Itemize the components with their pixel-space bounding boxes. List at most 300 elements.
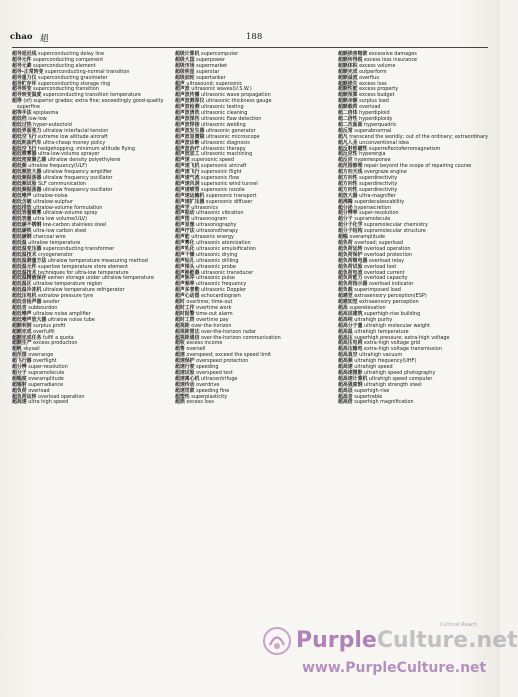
entry-translation: overtime pay [194, 316, 229, 323]
entry-translation: superelevation [347, 304, 386, 311]
entry-headword: 超损 [175, 399, 185, 406]
entry-translation: supersonic nozzle [199, 186, 245, 193]
entry-headword: 超二倍体 [338, 110, 358, 117]
watermark-url: www.PurpleCulture.net [302, 660, 487, 676]
entry-headword: 超低容量 [12, 216, 32, 223]
entry-headword: 超速 [175, 352, 185, 359]
entry-translation: overspeed protection [194, 358, 249, 365]
entry-headword: 超声图 [175, 216, 190, 223]
entry-headword: 超速离心机 [175, 375, 200, 382]
entry-headword: 超额性能 [338, 86, 358, 93]
entry-translation: speeding fine [194, 387, 230, 394]
entry-translation: ultralow frequency(ULF) [26, 163, 87, 170]
entry-headword: 超飞行器 [12, 358, 32, 365]
entry-translation: extra-high voltage transmission [362, 346, 442, 353]
entry-translation: low-carbon stainless steel [41, 222, 107, 229]
entry-headword: 超导-正常转变 [12, 68, 44, 75]
entry-headword: 超方向天线 [338, 169, 363, 176]
entry-headword: 超低档 [12, 115, 27, 122]
entry-translation: overflight [31, 358, 57, 365]
entry-translation: ultrasonic drilling [194, 257, 239, 264]
entry-headword: 超低频 [12, 163, 27, 170]
entry-translation: hypersecretion [352, 204, 391, 211]
entry-headword: 超高纯 [338, 316, 353, 323]
entry-translation: ultralow-volume spray [41, 210, 98, 217]
entry-headword: 超低含硫 [12, 198, 32, 205]
entry-headword: 超声波加工 [175, 151, 200, 158]
entry-translation: skysail [21, 346, 40, 353]
entry-translation: excess property [357, 86, 399, 93]
entry-translation: ultrahigh speed [352, 364, 393, 371]
entry-headword: 超声振动 [175, 210, 195, 217]
entry-translation: overload operation [362, 245, 411, 252]
entry-headword: 超低温变压器 [12, 245, 42, 252]
entry-headword: 超声波发生器 [175, 127, 205, 134]
entry-headword: 超分子 [338, 216, 353, 223]
entry-headword: 超高音 [338, 393, 353, 400]
entry-headword: 超低音 [12, 304, 27, 311]
column-left [12, 52, 164, 662]
entry-translation: excess production [31, 340, 78, 347]
entry-translation: low-low [26, 115, 47, 122]
entry-translation: ultrasonic testing [199, 104, 244, 111]
entry-headword: 超声显像 [175, 222, 195, 229]
running-headword: chao [10, 32, 33, 42]
entry-translation: overload capacity [362, 275, 408, 282]
entry-headword: 超声换能器 [175, 269, 200, 276]
entry-translation: excess loss insurance [362, 56, 418, 63]
entry-translation: techniques for ultra-low temperature [36, 269, 129, 276]
entry-headword: 超声波治疗 [175, 145, 200, 152]
header-rule [12, 47, 488, 48]
entry-headword: 超负荷 [12, 387, 27, 394]
entry-translation: over-the-horizon [189, 322, 232, 329]
entry-headword: 超额载荷 [338, 104, 358, 111]
entry-headword: 超负荷运转 [12, 393, 37, 400]
entry-headword: 超塑性 [175, 393, 190, 400]
entry-translation: supramolecular chemistry [362, 222, 428, 229]
entry-headword: 超感觉 [338, 293, 353, 300]
entry-headword: 超声速运输机 [175, 192, 205, 199]
entry-translation: extra-high voltage grid [362, 340, 421, 347]
entry-headword: 超高 [338, 304, 348, 311]
entry-headword: 超声波清洗 [175, 110, 200, 117]
entry-translation: extrasensory perception(ESP) [352, 293, 427, 300]
entry-translation: epiplasma [31, 110, 59, 117]
entry-translation: overflux [357, 74, 380, 81]
entry-headword: 超负荷电流 [338, 269, 363, 276]
entry-headword: 超分辨率 [338, 210, 358, 217]
entry-headword: 超放大器 [338, 192, 358, 199]
entry-headword: 超声速气流 [175, 175, 200, 182]
entry-headword: 超声波显微镜 [175, 133, 205, 140]
entry-headword: 超反射铁磁性 [338, 145, 368, 152]
entry-translation: extrasensory perception [357, 299, 419, 306]
entry-translation: superdirectivity [357, 175, 398, 182]
entry-headword: 超帆 [12, 346, 22, 353]
entry-headword: 超低密度聚乙烯 [12, 157, 47, 164]
entry-headword: 超低排放 [12, 204, 32, 211]
entry-translation: superlow temperature store element [36, 263, 129, 270]
entry-translation: hyperresponse [352, 157, 391, 164]
entry-translation: ultrasonic generator [204, 127, 256, 134]
entry-translation: superconducting gravimeter [36, 74, 108, 81]
entry-headword: 超二倍性 [338, 115, 358, 122]
entry-translation: ultra low volume(ULV) [31, 216, 88, 223]
entry-translation: superplasticity [189, 393, 228, 400]
entry-headword: 超声心动图 [175, 293, 200, 300]
entry-translation: ultrasonic Doppler [199, 287, 246, 294]
entry-headword: 超导重力仪 [12, 74, 37, 81]
entry-translation: overload operation [36, 393, 85, 400]
entry-headword: 超低频振荡器 [12, 175, 42, 182]
entry-headword: 超低温测量方法 [12, 257, 47, 264]
entry-headword: 超速试验 [175, 369, 195, 376]
entry-translation: supersonic speed [189, 157, 235, 164]
entry-headword: 超低噪声放大器 [12, 316, 47, 323]
entry-translation: extralow pressure tyre [36, 293, 94, 300]
entry-headword: 超声波检测 [175, 104, 200, 111]
entry-translation: outperform [357, 68, 387, 75]
entry-translation: supramolecular structure [362, 228, 426, 235]
entry-headword: 超声疗法 [175, 228, 195, 235]
watermark [262, 622, 518, 682]
page-header [10, 32, 490, 46]
entry-translation: superdecalescability [352, 198, 405, 205]
entry-translation: overload current [362, 269, 405, 276]
entry-headword: 超速传动 [175, 381, 195, 388]
column-right [338, 52, 490, 662]
entry-headword: 超声 [175, 80, 185, 87]
entry-headword: 超速行驶 [175, 364, 195, 371]
entry-headword: 超低噪声 [12, 192, 32, 199]
entry-translation: semen storage under ultralow temperature [46, 275, 154, 282]
entry-headword: 超额利润 [12, 322, 32, 329]
entry-headword: 超高压 [338, 334, 353, 341]
entry-headword: 超反常 [338, 127, 353, 134]
entry-headword: 超声雾化 [175, 240, 195, 246]
brand-suffix: .net [468, 628, 518, 653]
entry-headword: 超方向性 [338, 186, 358, 193]
entry-translation: overdrive [194, 381, 220, 388]
entry-translation: superreflectoferromagnetism [367, 145, 441, 152]
entry-headword: 超速保护 [175, 358, 195, 365]
entry-translation: superconducting element [31, 62, 96, 69]
entry-translation: supersonic flow [199, 175, 240, 182]
entry-headword: 超低温技术 [12, 269, 37, 276]
entry-headword: 超范围 [12, 352, 27, 359]
entry-translation: hedgehopping; minimum altitude flying [36, 145, 136, 152]
entry-translation: supersonic transport [204, 192, 257, 199]
entry-translation: excessive damages [367, 51, 417, 57]
entry-headword: 超声波测厚仪 [175, 98, 205, 105]
entry-headword: 超额完成任务 [12, 334, 42, 341]
entry-translation: ultrasonic flaw detection [199, 115, 262, 122]
entry-headword: 超高压输电 [338, 346, 363, 353]
entry-headword: 超低容量喷雾 [12, 210, 42, 217]
entry-translation: ultrahigh vacuum [357, 352, 403, 359]
entry-headword: 超声脉冲 [175, 275, 195, 282]
entry-translation: echocardiogram [199, 293, 241, 300]
entry-translation: superconducting transition temperature [41, 92, 141, 99]
entry-translation: over-the-horizon radar [199, 328, 256, 335]
entry-headword: 超高倍 [338, 399, 353, 406]
entry-translation: supermarket [194, 62, 228, 69]
entry-headword: 超收 [175, 340, 185, 347]
entry-headword: 超导延迟线 [12, 51, 37, 57]
entry-translation: ultrasonic diagnosis [199, 139, 250, 146]
entry-headword: 超分子结构 [338, 228, 363, 235]
entry-translation: superhigh pressure; extra-high voltage [352, 334, 450, 341]
entry-translation: ultrasonic therapy [199, 145, 246, 152]
entry-headword: 超低温精液保存 [12, 275, 47, 282]
entry-headword: 超高压电网 [338, 340, 363, 347]
entry-headword: 超高频 [338, 358, 353, 365]
column-middle [175, 52, 327, 662]
entry-headword: 超声波焊接 [175, 121, 200, 128]
entry-translation: superradiance [26, 381, 64, 388]
entry-translation: ultralow temperature refrigerator [41, 287, 125, 294]
entry-translation: ultrasonics [189, 204, 218, 211]
entry-headword: 超时 [175, 299, 185, 306]
entry-headword: 超低界面张力 [12, 127, 42, 134]
entry-translation: ultralow temperature [26, 240, 81, 246]
entry-headword: 超分子 [12, 369, 27, 376]
entry-translation: ultralow temperature measuring method [46, 257, 148, 264]
entry-translation: ultralow density polyethylene [46, 157, 121, 164]
entry-translation: ultralow-volume formulation [31, 204, 103, 211]
entry-translation: superdirectivity [357, 186, 398, 193]
entry-translation: supersonic wind tunnel [199, 180, 258, 187]
entry-translation: ultrasonic welding [199, 121, 246, 128]
entry-translation: superconducting transformer [41, 245, 115, 252]
entry-headword: 超额余额 [338, 98, 358, 105]
entry-headword: 超范围修理 [338, 163, 363, 170]
entry-translation: over-the-horizon communication [199, 334, 281, 341]
entry-headword: 超负荷运转 [338, 245, 363, 252]
entry-headword: 超声乳化 [175, 245, 195, 252]
entry-translation: overamplitude [347, 234, 385, 241]
entry-headword: 超额损害赔款 [338, 51, 368, 57]
entry-headword: 超负荷 [338, 240, 353, 246]
entry-translation: overamplitude [26, 375, 64, 382]
entry-headword: 超声学 [175, 204, 190, 211]
entry-headword: 超低温 [12, 240, 27, 246]
entry-translation: hyperdiploidy [357, 115, 393, 122]
entry-headword: 超分子化学 [338, 222, 363, 229]
entry-translation: ultrasonic atomization [194, 240, 251, 246]
entry-translation: ultrasonic drying [194, 251, 238, 258]
entry-headword: 超声钻孔 [175, 257, 195, 264]
entry-headword: 超声速飞行 [175, 169, 200, 176]
entry-translation: superhigh-rise building [362, 310, 421, 317]
entry-headword: 超低温冷冻机 [12, 287, 42, 294]
entry-headword: 超声波诊断 [175, 139, 200, 146]
entry-headword: 超导元件 [12, 56, 32, 63]
entry-translation: ultrasonotherapy [194, 228, 239, 235]
entry-headword: 超声能 [175, 234, 190, 241]
entry-headword: 超声探头 [175, 263, 195, 270]
entry-translation: superdirectivity [357, 180, 398, 187]
entry-translation: repair beyond the scope of repairing course [362, 163, 472, 170]
entry-translation: ultrasound; supersonic [184, 80, 243, 87]
entry-translation: supertreble [352, 393, 383, 400]
entry-headword: 超高温 [338, 328, 353, 335]
entry-translation: hyper-eutectoid [31, 121, 72, 128]
entry-headword: 超低温技术 [12, 251, 37, 258]
entry-translation: ultracentrifuge [199, 375, 238, 382]
entry-headword: 超负荷保护 [338, 251, 363, 258]
entry-headword: 超级市场 [175, 62, 195, 69]
dictionary-entry [175, 400, 327, 406]
entry-translation: overload test [362, 263, 397, 270]
entry-headword: 超导转变温度 [12, 92, 42, 99]
entry-headword: 超导转变 [12, 86, 32, 93]
entry-translation: superhigh magnification [352, 399, 414, 406]
entry-translation: transcend the worldly; out of the ordinary; extraordinary [347, 133, 489, 140]
entry-headword: 超等手法 [12, 110, 32, 117]
entry-translation: ultrahigh frequency(UHF) [352, 358, 417, 365]
entry-translation: time-out alarm [194, 310, 233, 317]
brand-part2: Culture [376, 628, 469, 653]
entry-translation: superimposed load [352, 287, 401, 294]
entry-headword: 超低空飞行 [12, 133, 37, 140]
entry-translation: ultrasonic transducer [199, 269, 254, 276]
entry-translation: ultrahigh speed computer [367, 375, 433, 382]
entry-translation: super-resolution [26, 364, 68, 371]
entry-translation: overload [357, 104, 381, 111]
entry-headword: 超低过热 [12, 121, 32, 128]
entry-headword: 超级油轮 [175, 74, 195, 81]
entry-headword: 超额生产 [12, 340, 32, 347]
entry-headword: 超视距雷达 [175, 328, 200, 335]
entry-translation: ultrasonic pulse [194, 275, 235, 282]
entry-headword: 超负荷能力 [338, 275, 363, 282]
entry-translation: ultralow-sulphur [31, 198, 73, 205]
entry-translation: hyperergia [357, 151, 386, 158]
entry-headword: 超声波传播 [175, 92, 200, 99]
entry-headword: 超沸腾 [338, 198, 353, 205]
entry-headword: 超声速风洞 [175, 180, 200, 187]
entry-translation: overgraze engine [362, 169, 407, 176]
entry-headword: 超分泌 [338, 204, 353, 211]
entry-translation: overload indicator [367, 281, 414, 288]
entry-headword: 超方向性 [338, 175, 358, 182]
entry-headword: 超速罚款 [175, 387, 195, 394]
entry-headword: 超方向性 [338, 180, 358, 187]
entry-translation: ultrasonic machining [199, 151, 253, 158]
entry-translation: ultrasonic cleaning [199, 110, 248, 117]
entry-headword: 超低空飞行 [12, 145, 37, 152]
entry-headword: 超额溢流 [338, 74, 358, 81]
entry-translation: woofer [41, 299, 60, 306]
entry-headword: 超低耗油汽车 [12, 139, 42, 146]
running-character: 超 [40, 34, 49, 44]
entry-translation: superpower [194, 56, 226, 63]
entry-translation: ultrasonogram [189, 216, 228, 223]
entry-translation: ultrasonic waves(U.S.W.) [189, 86, 252, 93]
entry-translation: supercomputer [199, 51, 239, 57]
entry-translation: ultrahigh speed photography [362, 369, 436, 376]
entry-translation: ultralow interfacial tension [41, 127, 109, 134]
entry-translation: overtime; time-out [184, 299, 233, 306]
entry-headword: 超声波探伤 [175, 115, 200, 122]
entry-translation: excess loss [184, 399, 214, 406]
entry-translation: excess volume [357, 62, 396, 69]
entry-headword: 超视距 [175, 322, 190, 329]
entry-translation: overload relay [367, 257, 404, 264]
entry-translation: unconventional idea [357, 139, 409, 146]
entry-translation: overspeed test [194, 369, 233, 376]
entry-headword: 超低碳不锈钢 [12, 222, 42, 229]
entry-translation: surplus load [357, 98, 389, 105]
entry-headword: 超等 [12, 98, 22, 105]
entry-headword: 超高真空 [338, 352, 358, 359]
entry-headword: 超额体积 [338, 62, 358, 69]
entry-translation: extreme low altitude aircraft [36, 133, 108, 140]
entry-headword: 超分辨 [12, 364, 27, 371]
entry-translation: supersonic aircraft [199, 163, 247, 170]
entry-translation: ultrahigh strength steel [362, 381, 422, 388]
entry-translation: superconducting delay line [36, 51, 105, 57]
entry-translation: charcoal wire [31, 234, 66, 241]
entry-headword: 超时工资 [175, 316, 195, 323]
entry-translation: ultra-cheap money policy [41, 139, 106, 146]
entry-translation: ultrahigh purity [352, 316, 393, 323]
entry-translation: ultrasonic wave propagation [199, 92, 271, 99]
entry-translation: ultralow frequency oscillator [41, 186, 113, 193]
entry-translation: superabnormal [352, 127, 392, 134]
entry-headword: 超低温元件 [12, 263, 37, 270]
entry-headword: 超辐射 [12, 381, 27, 388]
entry-headword: 超声多普勒 [175, 287, 200, 294]
entry-headword: 超高速 [338, 364, 353, 371]
entry-translation: ultra-low-volume sprayer [36, 151, 100, 158]
entry-translation: overtime work [194, 304, 232, 311]
entry-headword: 超低频振荡器 [12, 186, 42, 193]
entry-headword: 超导元素 [12, 62, 32, 69]
entry-headword: 超声速喷管 [175, 186, 200, 193]
entry-headword: 超声干燥 [175, 251, 195, 258]
entry-headword: 超凡入圣 [338, 139, 358, 146]
entry-headword: 超低频放大器 [12, 169, 42, 176]
entry-translation: ultrasonic emulsification [194, 245, 257, 252]
entry-headword: 超低音扬声器 [12, 299, 42, 306]
entry-headword: 超幅度 [12, 375, 27, 382]
entry-translation: excess loss [357, 80, 387, 87]
entry-translation: supertanker [194, 74, 226, 81]
entry-headword: 超声速飞机 [175, 163, 200, 170]
entry-translation: ultralow temperature region [31, 281, 103, 288]
entry-translation: superconducting storage ring [36, 80, 111, 87]
entry-headword: 超高强度钢 [338, 381, 363, 388]
entry-headword: 超高速摄影 [338, 369, 363, 376]
entry-translation: overrange [26, 352, 54, 359]
entry-headword: 超低碳钢 [12, 234, 32, 241]
entry-translation: overfulfil [31, 328, 55, 335]
entry-translation: ultrasonic probe [194, 263, 236, 270]
entry-headword: 超额损失 [338, 80, 358, 87]
brand-part1: Purple [296, 628, 377, 653]
entry-headword: 超额预算 [338, 92, 358, 99]
entry-translation: ultrahigh molecular weight [362, 322, 430, 329]
entry-translation: ultrahigh temperature [352, 328, 409, 335]
watermark-tagline: Cultural Reach [440, 622, 477, 628]
entry-headword: 超二次曲面 [338, 121, 363, 128]
entry-headword: 超级大国 [175, 56, 195, 63]
entry-headword: 超负荷继电器 [338, 257, 368, 264]
entry-translation: ultra high speed [26, 399, 69, 406]
